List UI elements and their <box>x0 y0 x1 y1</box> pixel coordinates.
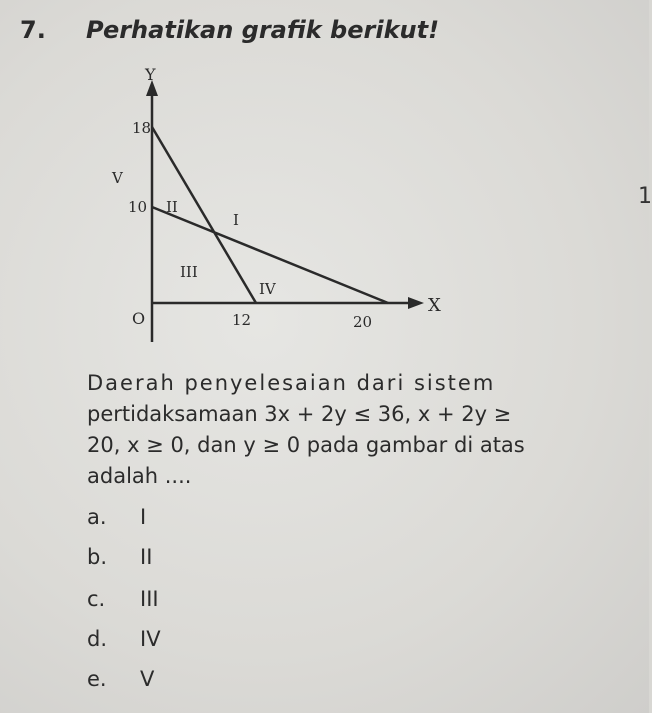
y-tick-18: 18 <box>132 119 152 137</box>
question-line: 20, x ≥ 0, dan y ≥ 0 pada gambar di atas <box>87 433 525 457</box>
region-label-II: II <box>166 198 178 216</box>
y-tick-10: 10 <box>128 198 148 216</box>
origin-label: O <box>132 309 146 328</box>
question-text <box>87 368 587 492</box>
option-value: I <box>140 505 147 529</box>
option-value: II <box>140 545 153 569</box>
region-label-III: III <box>180 263 198 281</box>
region-label-V: V <box>112 169 123 187</box>
question-line: Daerah penyelesaian dari sistem <box>87 371 496 395</box>
option-letter: d. <box>87 627 108 651</box>
x-axis-label: X <box>428 295 441 316</box>
option-letter: a. <box>87 505 107 529</box>
x-tick-12: 12 <box>232 311 252 329</box>
option-value: III <box>140 587 159 611</box>
option-letter: c. <box>87 587 106 611</box>
y-axis-label: Y <box>145 65 156 84</box>
option-value: IV <box>140 627 161 651</box>
option-letter: e. <box>87 667 107 691</box>
option-value: V <box>140 667 155 691</box>
question-number: 7. <box>20 16 46 44</box>
x-tick-20: 20 <box>353 313 373 331</box>
question-line: pertidaksamaan 3x + 2y ≤ 36, x + 2y ≥ <box>87 402 512 426</box>
question-line: adalah .... <box>87 464 192 488</box>
option-letter: b. <box>87 545 108 569</box>
question-title: Perhatikan grafik berikut! <box>86 16 440 44</box>
x-axis-arrow <box>408 297 424 309</box>
region-label-I: I <box>233 211 239 229</box>
region-label-IV: IV <box>259 280 276 298</box>
stray-mark: 1 <box>638 184 652 209</box>
